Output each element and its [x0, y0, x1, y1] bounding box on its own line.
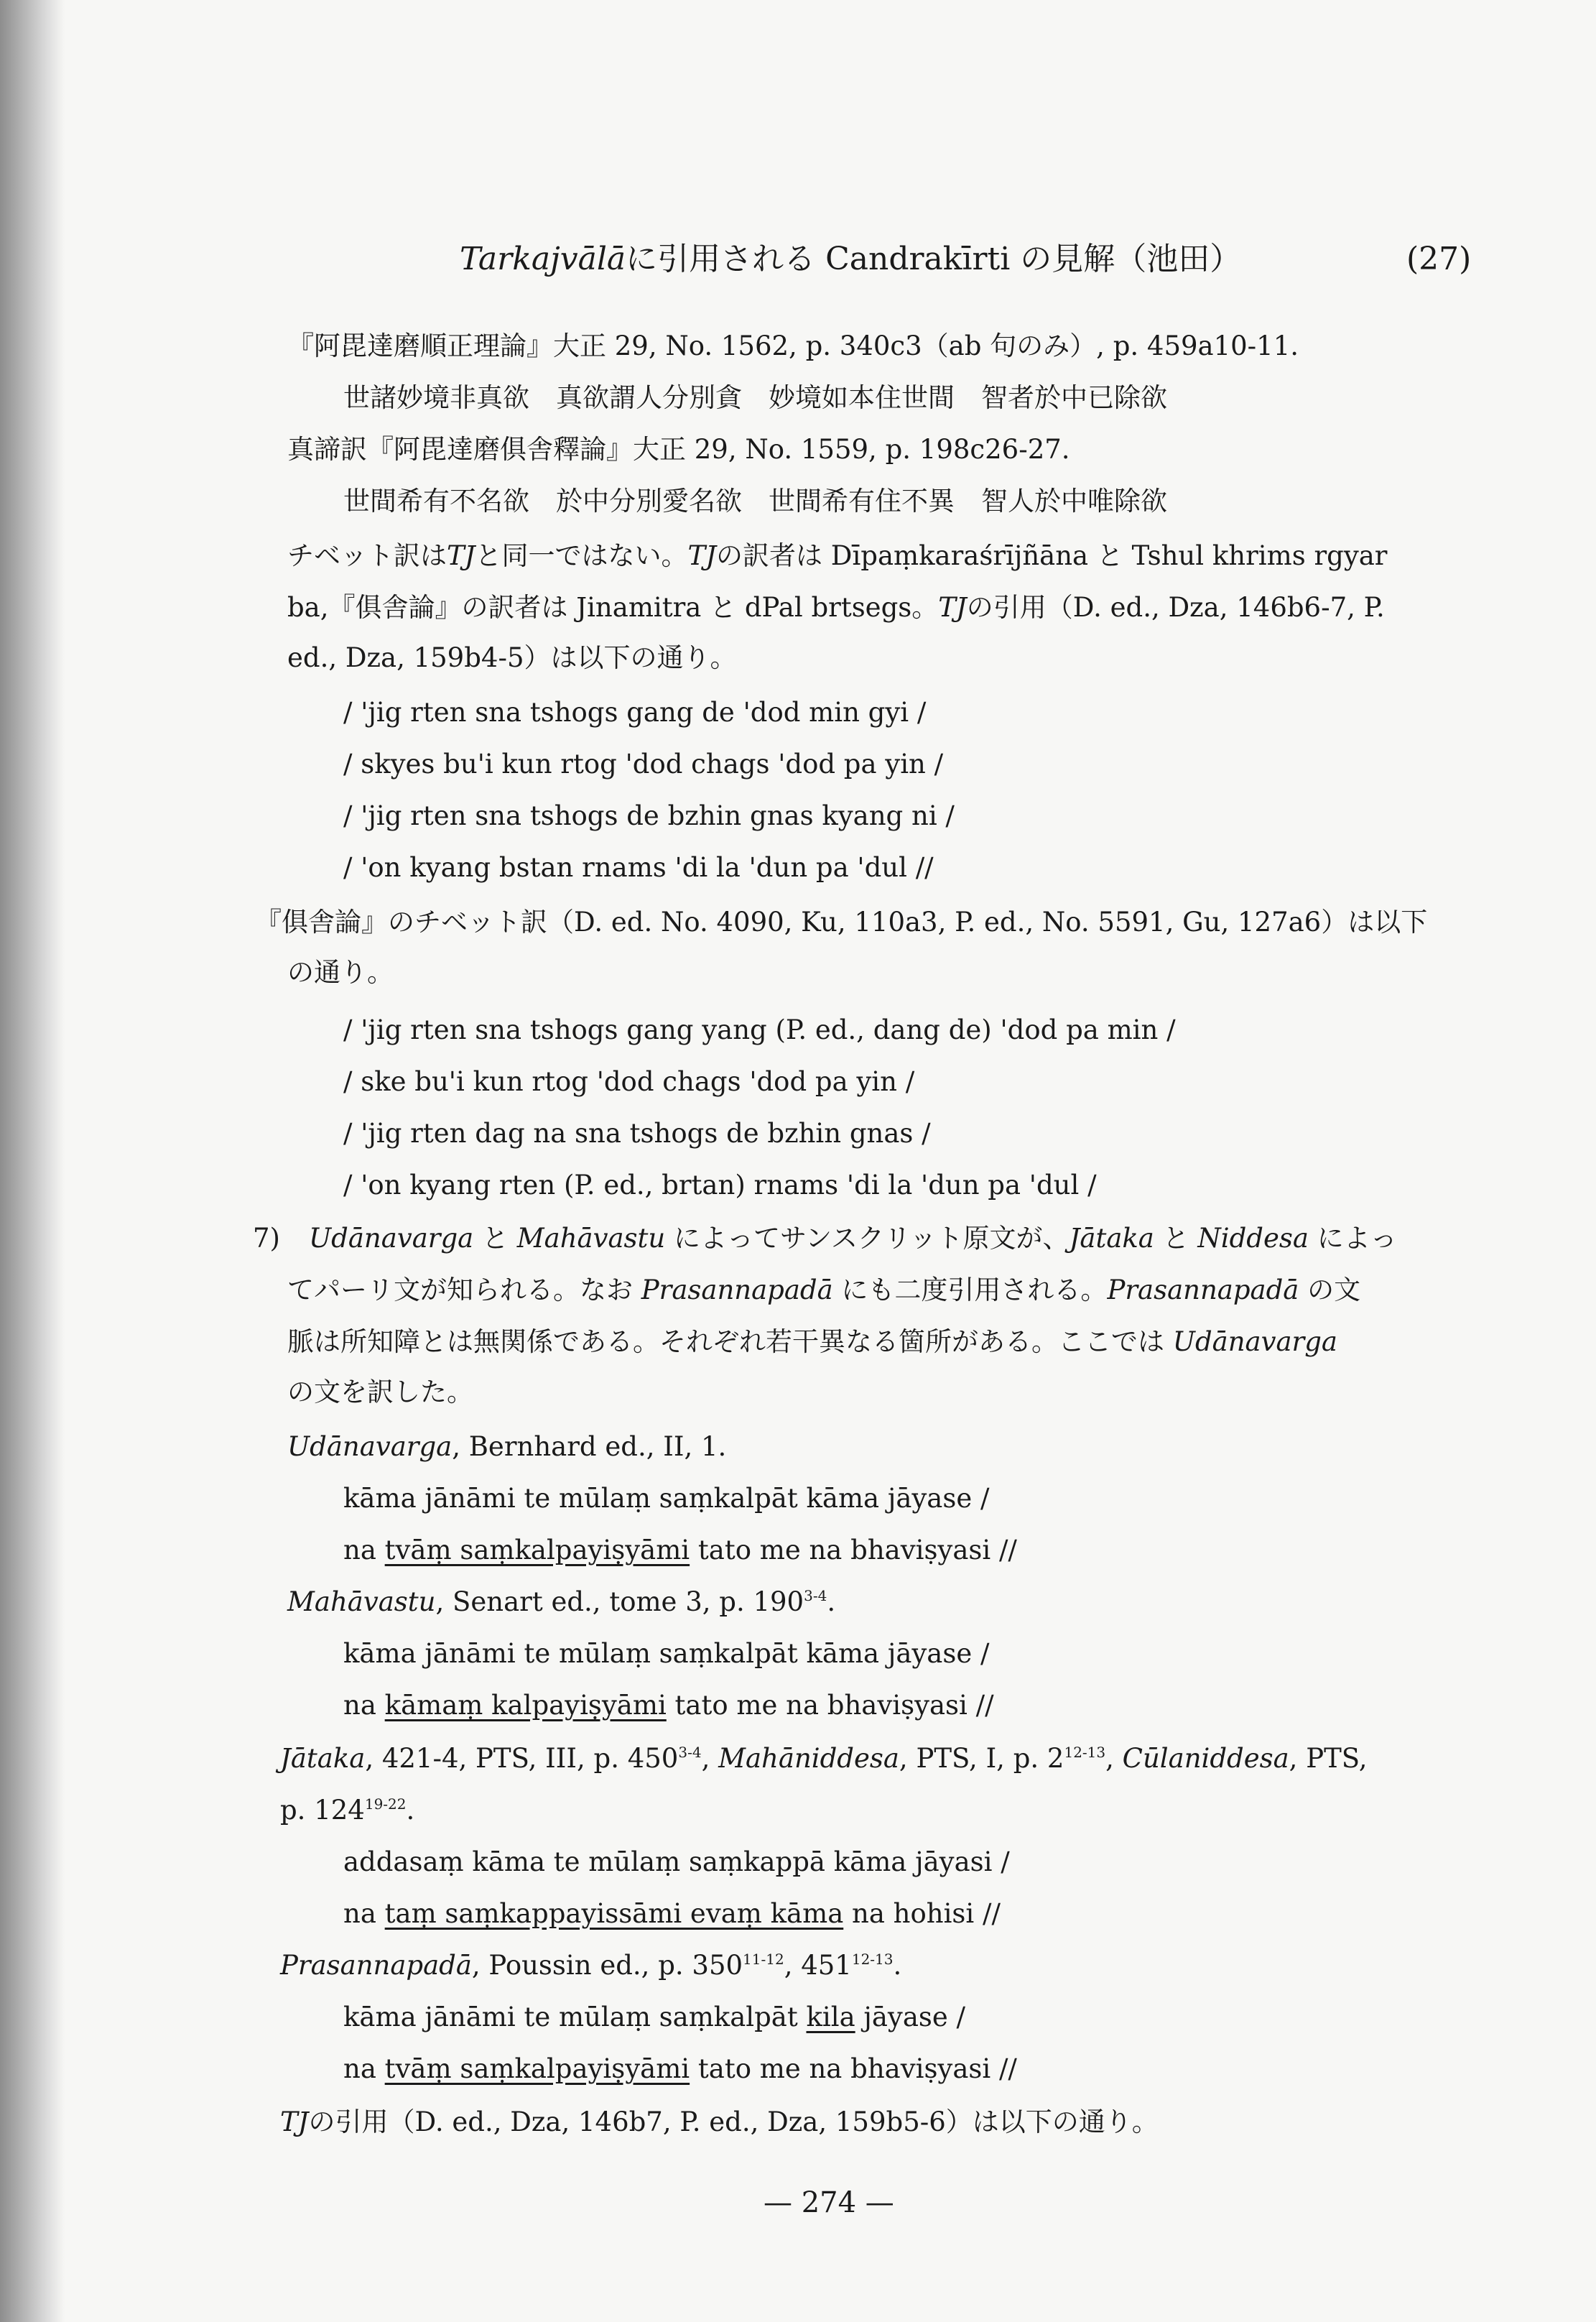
page-superscript: 3-4 — [804, 1587, 827, 1604]
sanskrit-verse-line — [343, 2000, 965, 2035]
text-span: と — [1154, 1223, 1198, 1254]
tibetan-verse-line: / 'jig rten sna tshogs gang yang (P. ed., dang de) 'dod pa min / — [343, 1014, 1176, 1045]
note-line: ed., Dza, 159b4-5）は以下の通り。 — [287, 642, 737, 673]
work-title: Prasannapadā — [280, 1950, 472, 1981]
text-span: ba,『俱舎論』の訳者は Jinamitra と dPal brtsegs。 — [287, 592, 939, 623]
tibetan-verse-line: / skyes bu'i kun rtog 'dod chags 'dod pa yin / — [343, 749, 944, 780]
text-span: . — [893, 1950, 902, 1981]
underlined-variant: tvāṃ saṃkalpayiṣyāmi — [384, 2053, 690, 2084]
source-citation — [280, 1948, 901, 1983]
chinese-verse: 世諸妙境非真欲 真欲謂人分別貪 妙境如本住世間 智者於中已除欲 — [343, 382, 1167, 413]
text-span: てパーリ文が知られる。なお — [287, 1275, 641, 1305]
note-line — [287, 1273, 1360, 1308]
text-span: にも二度引用される。 — [832, 1275, 1108, 1305]
tj-abbrev: TJ — [280, 2106, 309, 2137]
work-title: Udānavarga — [287, 1431, 453, 1462]
text-span: jāyase / — [855, 2002, 966, 2032]
text-span: , Senart ed., tome 3, p. 190 — [435, 1586, 804, 1617]
text-span: , PTS, — [1289, 1743, 1368, 1774]
underlined-variant: kāmaṃ kalpayiṣyāmi — [384, 1690, 667, 1721]
note-line — [287, 1325, 1337, 1359]
note-line — [309, 1221, 1397, 1256]
text-span: と同一ではない。 — [475, 540, 688, 571]
note-line: の通り。 — [287, 957, 394, 988]
text-span: チベット訳は — [287, 540, 447, 571]
page-superscript: 12-13 — [1064, 1744, 1106, 1761]
work-title: Prasannapadā — [1107, 1275, 1299, 1305]
tj-abbrev: TJ — [447, 540, 475, 571]
text-span: の文 — [1299, 1275, 1361, 1305]
source-citation — [287, 1430, 726, 1464]
page-label: (27) — [1406, 241, 1472, 277]
note-line — [280, 2105, 1159, 2140]
text-span: tato me na bhaviṣyasi // — [666, 1690, 994, 1721]
pali-verse-line: addasaṃ kāma te mūlaṃ saṃkappā kāma jāyasi / — [343, 1846, 1010, 1877]
running-header — [460, 239, 1241, 279]
chinese-verse: 世間希有不名欲 於中分別愛名欲 世間希有住不異 智人於中唯除欲 — [343, 486, 1167, 517]
work-title: Mahāvastu — [287, 1586, 436, 1617]
work-title: Udānavarga — [1172, 1326, 1337, 1357]
text-span: , — [1105, 1743, 1123, 1774]
text-span: , PTS, I, p. 2 — [899, 1743, 1064, 1774]
tibetan-verse-line: / 'on kyang rten (P. ed., brtan) rnams 'di la 'dun pa 'dul / — [343, 1170, 1097, 1201]
text-span: , 451 — [784, 1950, 852, 1981]
source-citation — [287, 1585, 835, 1619]
page-superscript: 12-13 — [851, 1951, 894, 1968]
text-span: によっ — [1308, 1223, 1397, 1254]
text-span: kāma jānāmi te mūlaṃ saṃkalpāt — [343, 2002, 807, 2032]
text-span: の訳者は Dīpaṃkaraśrījñāna と Tshul khrims rgyar — [716, 540, 1388, 571]
sanskrit-verse-line: kāma jānāmi te mūlaṃ saṃkalpāt kāma jāyase / — [343, 1483, 990, 1514]
header-title-rest: に引用される Candrakīrti の見解（池田） — [626, 241, 1242, 277]
page-superscript: 11-12 — [743, 1951, 784, 1968]
header-title-italic: Tarkajvālā — [460, 241, 626, 277]
text-span: と — [473, 1223, 517, 1254]
text-span: の引用（D. ed., Dza, 146b7, P. ed., Dza, 159b5-6）は以下の通り。 — [308, 2106, 1159, 2137]
page-number: — 274 — — [764, 2186, 894, 2219]
text-span: na hohisi // — [843, 1898, 1001, 1929]
underlined-variant: taṃ saṃkappayissāmi evaṃ kāma — [384, 1898, 844, 1929]
text-span: . — [406, 1795, 415, 1826]
source-citation — [280, 1793, 414, 1828]
tj-abbrev: TJ — [938, 592, 967, 623]
text-span: , — [701, 1743, 719, 1774]
source-citation — [280, 1742, 1368, 1776]
note-line: の文を訳した。 — [287, 1377, 473, 1407]
sanskrit-verse-line: kāma jānāmi te mūlaṃ saṃkalpāt kāma jāyase / — [343, 1638, 990, 1669]
text-span: , 421-4, PTS, III, p. 450 — [365, 1743, 679, 1774]
tibetan-verse-line: / 'on kyang bstan rnams 'di la 'dun pa 'dul // — [343, 852, 934, 883]
sanskrit-verse-line — [343, 2052, 1017, 2086]
page-superscript: 3-4 — [678, 1744, 702, 1761]
page-superscript: 19-22 — [364, 1795, 407, 1813]
text-span: , Bernhard ed., II, 1. — [452, 1431, 727, 1462]
text-span: , Poussin ed., p. 350 — [471, 1950, 743, 1981]
work-title: Mahāniddesa — [718, 1743, 899, 1774]
note-number: 7) — [253, 1223, 280, 1254]
text-span: tato me na bhaviṣyasi // — [690, 1535, 1017, 1565]
work-title: Udānavarga — [309, 1223, 474, 1254]
note-line — [287, 539, 1387, 573]
underlined-variant: kila — [806, 2002, 855, 2032]
tibetan-verse-line: / ske bu'i kun rtog 'dod chags 'dod pa yin / — [343, 1066, 915, 1097]
work-title: Mahāvastu — [516, 1223, 666, 1254]
note-line: 『俱舎論』のチベット訳（D. ed. No. 4090, Ku, 110a3, P. ed., No. 5591, Gu, 127a6）は以下 — [255, 907, 1428, 938]
text-span: tato me na bhaviṣyasi // — [690, 2053, 1017, 2084]
note-line: 『阿毘達磨順正理論』大正 29, No. 1562, p. 340c3（ab 句のみ）, p. 459a10-11. — [287, 330, 1299, 361]
underlined-variant: tvāṃ saṃkalpayiṣyāmi — [384, 1535, 690, 1565]
work-title: Cūlaniddesa — [1122, 1743, 1289, 1774]
text-span: 脈は所知障とは無関係である。それぞれ若干異なる箇所がある。ここでは — [287, 1326, 1173, 1357]
text-span: na — [343, 1898, 385, 1929]
note-line: 真諦訳『阿毘達磨俱舎釋論』大正 29, No. 1559, p. 198c26-27. — [287, 434, 1070, 465]
sanskrit-verse-line — [343, 1533, 1017, 1568]
text-span: の引用（D. ed., Dza, 146b6-7, P. — [966, 592, 1385, 623]
work-title: Jātaka — [280, 1743, 366, 1774]
text-span: . — [827, 1586, 836, 1617]
sanskrit-verse-line — [343, 1688, 994, 1723]
scan-shadow-edge — [0, 0, 65, 2322]
text-span: na — [343, 1535, 385, 1565]
tj-abbrev: TJ — [687, 540, 717, 571]
work-title: Prasannapadā — [641, 1275, 833, 1305]
tibetan-verse-line: / 'jig rten dag na sna tshogs de bzhin gnas / — [343, 1118, 931, 1149]
work-title: Niddesa — [1197, 1223, 1309, 1254]
text-span: na — [343, 2053, 385, 2084]
tibetan-verse-line: / 'jig rten sna tshogs de bzhin gnas kyang ni / — [343, 800, 955, 831]
work-title: Jātaka — [1069, 1223, 1154, 1254]
text-span: na — [343, 1690, 385, 1721]
tibetan-verse-line: / 'jig rten sna tshogs gang de 'dod min gyi / — [343, 697, 927, 728]
text-span: p. 124 — [280, 1795, 365, 1826]
note-line — [287, 591, 1385, 625]
pali-verse-line — [343, 1897, 1001, 1931]
text-span: によってサンスクリット原文が、 — [665, 1223, 1070, 1254]
